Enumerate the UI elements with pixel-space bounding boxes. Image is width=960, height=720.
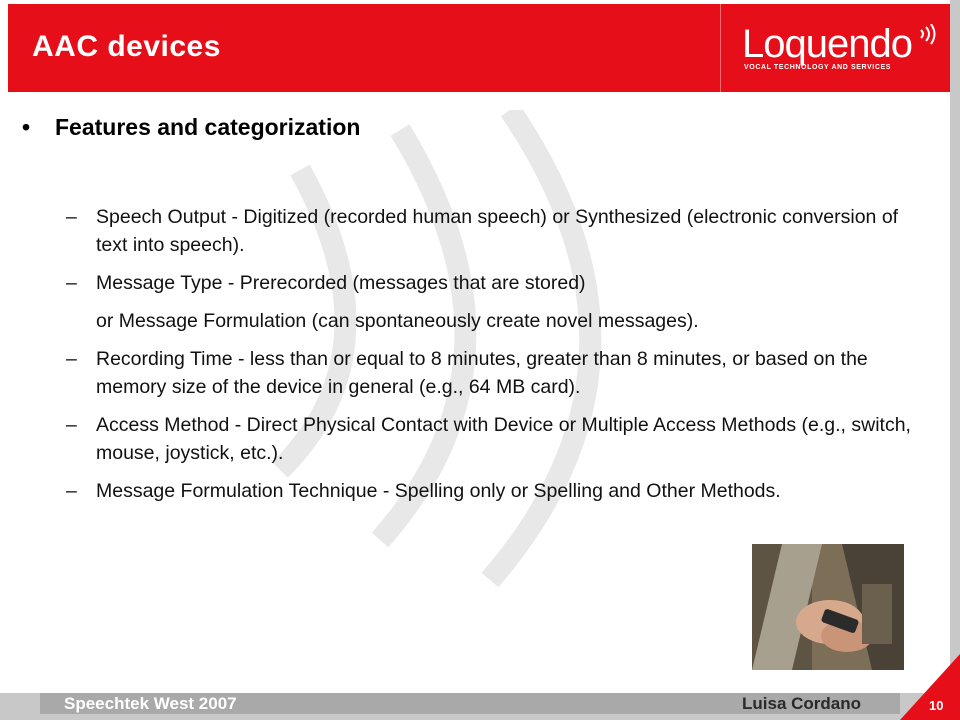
slide-title: AAC devices	[32, 30, 221, 63]
item-text: Speech Output - Digitized (recorded human speech) or Synthesized (electronic conversion of text into speech).	[96, 206, 899, 256]
list-item	[66, 477, 916, 505]
page-number: 10	[929, 698, 944, 713]
logo-wordmark: Loquendo	[742, 22, 912, 66]
footer-author: Luisa Cordano	[742, 694, 862, 713]
device-photo	[752, 544, 904, 670]
item-text: Access Method - Direct Physical Contact with Device or Multiple Access Methods (e.g., switch, mouse, joystick, etc.).	[96, 414, 911, 464]
list-item-continuation	[66, 307, 916, 335]
item-text: Recording Time - less than or equal to 8 minutes, greater than 8 minutes, or based on the memory size of the device in general (e.g., 64 MB card).	[96, 348, 868, 398]
list-item	[66, 411, 916, 467]
title-bar-divider	[720, 4, 721, 92]
bullet-marker: •	[22, 114, 31, 140]
list-item	[66, 269, 916, 297]
section-heading: Features and categorization	[55, 114, 361, 140]
dash-marker: –	[66, 348, 77, 370]
loquendo-logo	[742, 22, 942, 78]
item-text: Message Formulation Technique - Spelling only or Spelling and Other Methods.	[96, 480, 781, 502]
footer-event: Speechtek West 2007	[64, 694, 237, 713]
feature-list	[66, 203, 916, 515]
dash-marker: –	[66, 414, 77, 436]
dash-marker: –	[66, 480, 77, 502]
frame-edge	[950, 0, 960, 720]
sound-waves-icon	[918, 24, 938, 48]
item-text: Message Type - Prerecorded (messages that are stored)	[96, 272, 586, 294]
list-item	[66, 203, 916, 259]
dash-marker: –	[66, 206, 77, 228]
hands-holding-device-image	[752, 544, 904, 670]
logo-tagline: VOCAL TECHNOLOGY AND SERVICES	[744, 64, 892, 71]
item-text: or Message Formulation (can spontaneously create novel messages).	[96, 310, 699, 332]
list-item	[66, 345, 916, 401]
dash-marker: –	[66, 272, 77, 294]
